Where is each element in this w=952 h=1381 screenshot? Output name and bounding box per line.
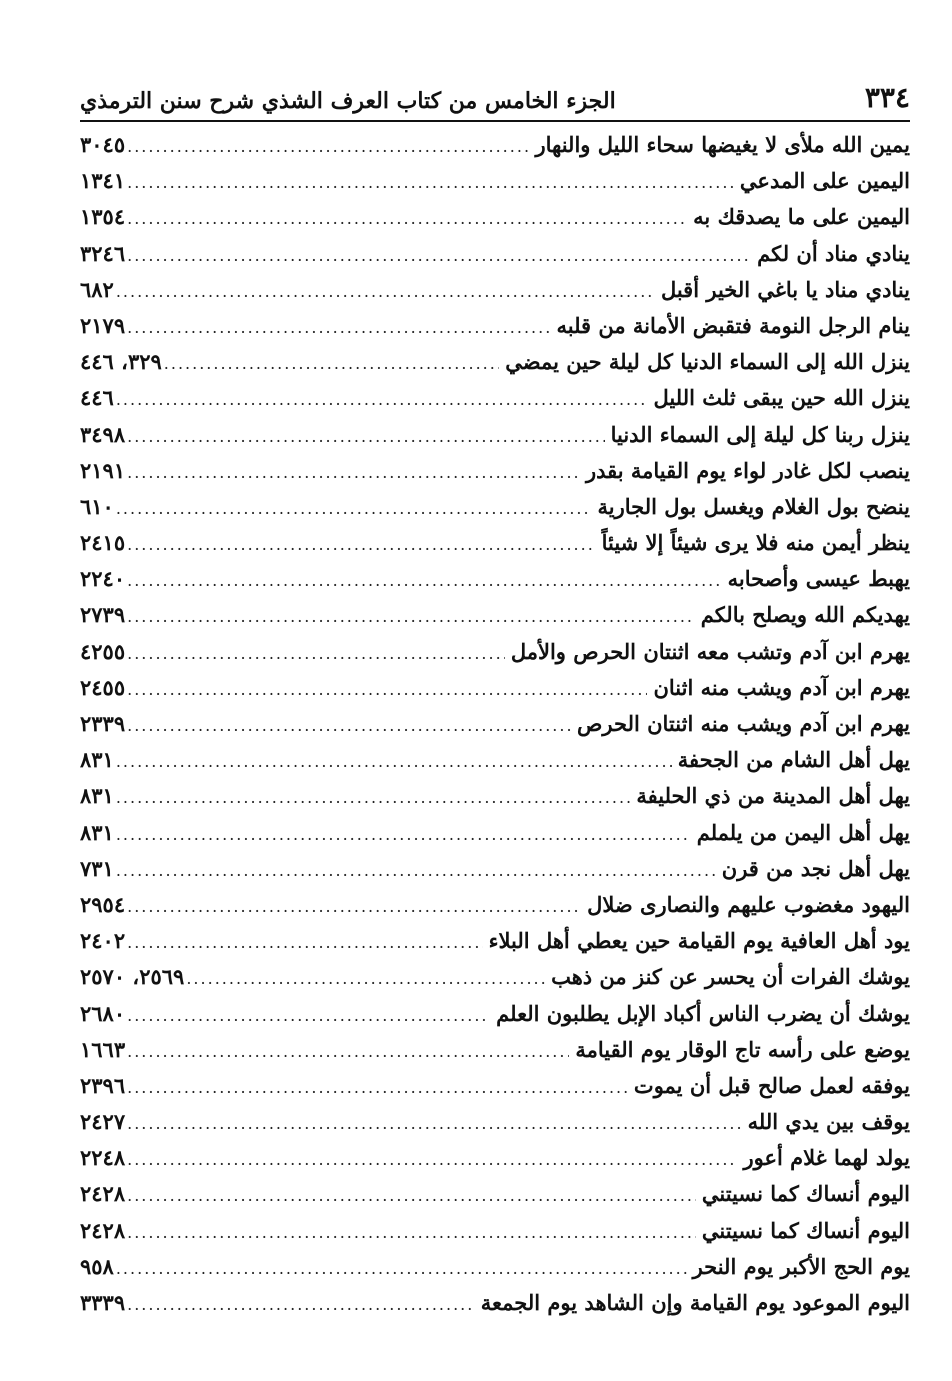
running-title: الجزء الخامس من كتاب العرف الشذي شرح سنن الترمذي <box>80 88 616 114</box>
index-page <box>80 70 910 1326</box>
entry-page-refs: ١٣٤١ <box>80 168 126 194</box>
index-entry <box>80 820 910 856</box>
entry-text: اليوم أنساك كما نسيتني <box>701 1181 910 1207</box>
entry-text: اليهود مغضوب عليهم والنصارى ضلال <box>587 891 910 917</box>
entry-text: اليمين على ما يصدقك به <box>693 204 910 230</box>
dot-leader <box>127 607 695 626</box>
entry-text: ينادي مناد يا باغي الخير أقبل <box>660 276 910 302</box>
entry-page-refs: ٢٤٢٧ <box>80 1109 126 1135</box>
index-entry <box>80 1073 910 1109</box>
index-entry <box>80 277 910 313</box>
dot-leader <box>186 969 545 988</box>
index-entry <box>80 1001 910 1037</box>
index-entry <box>80 964 910 1000</box>
entry-text: ينزل ربنا كل ليلة إلى السماء الدنيا <box>610 421 910 447</box>
index-entry <box>80 747 910 783</box>
index-entry <box>80 892 910 928</box>
entry-page-refs: ٢٤٠٢ <box>80 928 126 954</box>
entry-text: يوشك أن يضرب الناس أكباد الإبل يطلبون العلم <box>496 1000 910 1026</box>
index-entry <box>80 1037 910 1073</box>
entry-page-refs: ٢٢٤٠ <box>80 566 126 592</box>
entry-text: ينظر أيمن منه فلا يرى شيئاً إلا شيئاً <box>601 530 910 556</box>
index-entry <box>80 132 910 168</box>
entry-page-refs: ٣٤٩٨ <box>80 421 126 447</box>
entry-text: يهبط عيسى وأصحابه <box>727 566 910 592</box>
entry-page-refs: ٣٠٤٥ <box>80 132 126 157</box>
index-entry <box>80 422 910 458</box>
dot-leader <box>116 825 691 844</box>
dot-leader <box>116 282 655 301</box>
entry-text: يوقف بين يدي الله <box>747 1109 910 1135</box>
entry-text: اليوم الموعود يوم القيامة وإن الشاهد يوم الجمعة <box>480 1290 910 1315</box>
dot-leader <box>116 861 716 880</box>
entry-page-refs: ٦١٠ <box>80 493 114 519</box>
entry-page-refs: ٤٢٥٥ <box>80 638 126 664</box>
entry-page-refs: ٢٥٦٩، ٢٥٧٠ <box>80 964 185 990</box>
entry-text: ينزل الله إلى السماء الدنيا كل ليلة حين يمضي <box>505 349 910 375</box>
entry-text: ينزل الله حين يبقى ثلث الليل <box>653 385 910 411</box>
dot-leader <box>127 1042 569 1061</box>
dot-leader <box>127 209 687 228</box>
dot-leader <box>127 897 581 916</box>
page-number: ٣٣٤ <box>864 81 910 114</box>
entry-page-refs: ١٣٥٤ <box>80 204 126 230</box>
index-entry <box>80 783 910 819</box>
entry-text: يهرم ابن آدم ويشب منه اثنتان الحرص <box>577 711 910 736</box>
dot-leader <box>127 571 721 590</box>
entry-text: يوفقه لعمل صالح قبل أن يموت <box>633 1072 910 1098</box>
entry-text: يوشك الفرات أن يحسر عن كنز من ذهب <box>551 964 910 990</box>
dot-leader <box>127 1078 628 1097</box>
index-entry <box>80 1181 910 1217</box>
entry-text: يمين الله ملأى لا يغيضها سحاء الليل والنهار <box>535 132 910 157</box>
dot-leader <box>127 173 734 192</box>
entry-text: يهل أهل نجد من قرن <box>721 855 910 881</box>
dot-leader <box>127 1006 490 1025</box>
dot-leader <box>116 499 592 518</box>
dot-leader <box>127 1295 475 1314</box>
dot-leader <box>116 752 672 771</box>
index-entry <box>80 711 910 747</box>
entry-text: يوم الحج الأكبر يوم النحر <box>692 1253 910 1279</box>
index-entry <box>80 856 910 892</box>
hadith-index-list <box>80 132 910 1326</box>
entry-text: يولد لهما غلام أعور <box>743 1145 910 1171</box>
entry-text: اليوم أنساك كما نسيتني <box>701 1217 910 1243</box>
index-entry <box>80 639 910 675</box>
entry-page-refs: ٨٣١ <box>80 747 114 773</box>
entry-text: ينادي مناد أن لكم <box>757 240 910 266</box>
entry-text: ينضح بول الغلام ويغسل بول الجارية <box>597 493 910 519</box>
entry-text: يوضع على رأسه تاج الوقار يوم القيامة <box>575 1036 910 1062</box>
entry-page-refs: ٩٥٨ <box>80 1253 114 1279</box>
dot-leader <box>127 246 751 265</box>
index-entry <box>80 349 910 385</box>
entry-text: يهل أهل الشام من الجحفة <box>677 747 910 773</box>
entry-text: يهرم ابن آدم ويشب منه اثنان <box>653 674 910 700</box>
entry-text: يهرم ابن آدم وتشب معه اثنتان الحرص والأمل <box>510 638 910 664</box>
entry-page-refs: ٢٣٣٩ <box>80 711 126 736</box>
dot-leader <box>116 1259 687 1278</box>
index-entry <box>80 458 910 494</box>
entry-page-refs: ٣٢٤٦ <box>80 240 126 266</box>
dot-leader <box>127 318 550 337</box>
entry-page-refs: ٦٨٢ <box>80 276 114 302</box>
dot-leader <box>127 933 483 952</box>
dot-leader <box>127 535 595 554</box>
index-entry <box>80 1254 910 1290</box>
entry-text: يود أهل العافية يوم القيامة حين يعطي أهل البلاء <box>488 928 910 954</box>
index-entry <box>80 530 910 566</box>
entry-page-refs: ٣٣٣٩ <box>80 1290 126 1315</box>
dot-leader <box>127 1114 742 1133</box>
dot-leader <box>127 463 580 482</box>
dot-leader <box>127 1150 737 1169</box>
entry-page-refs: ٢٢٤٨ <box>80 1145 126 1171</box>
entry-text: اليمين على المدعي <box>739 168 910 194</box>
entry-text: ينصب لكل غادر لواء يوم القيامة بقدر <box>585 457 910 483</box>
index-entry <box>80 385 910 421</box>
dot-leader <box>127 1186 696 1205</box>
entry-text: ينام الرجل النومة فتقبض الأمانة من قلبه <box>556 312 910 338</box>
index-entry <box>80 675 910 711</box>
entry-text: يهل أهل المدينة من ذي الحليفة <box>636 783 910 809</box>
index-entry <box>80 313 910 349</box>
entry-page-refs: ٢١٩١ <box>80 457 126 483</box>
dot-leader <box>127 716 571 735</box>
entry-page-refs: ٢٤٥٥ <box>80 674 126 700</box>
entry-page-refs: ٢١٧٩ <box>80 312 126 338</box>
index-entry <box>80 1218 910 1254</box>
entry-page-refs: ٢٣٩٦ <box>80 1072 126 1098</box>
dot-leader <box>127 644 505 663</box>
entry-page-refs: ٢٦٨٠ <box>80 1000 126 1026</box>
entry-page-refs: ٢٩٥٤ <box>80 891 126 917</box>
dot-leader <box>116 788 631 807</box>
entry-page-refs: ٢٤١٥ <box>80 530 126 556</box>
entry-page-refs: ٧٣١ <box>80 855 114 881</box>
index-entry <box>80 494 910 530</box>
entry-page-refs: ٣٢٩، ٤٤٦ <box>80 349 162 375</box>
page-header <box>80 70 910 122</box>
entry-page-refs: ٨٣١ <box>80 819 114 845</box>
index-entry <box>80 204 910 240</box>
entry-page-refs: ٢٤٢٨ <box>80 1217 126 1243</box>
dot-leader <box>127 427 604 446</box>
index-entry <box>80 602 910 638</box>
entry-page-refs: ١٦٦٣ <box>80 1036 126 1062</box>
dot-leader <box>127 1223 696 1242</box>
index-entry <box>80 1145 910 1181</box>
entry-page-refs: ٤٤٦ <box>80 385 114 411</box>
entry-page-refs: ٨٣١ <box>80 783 114 809</box>
dot-leader <box>164 354 499 373</box>
dot-leader <box>116 390 648 409</box>
index-entry <box>80 1109 910 1145</box>
entry-text: يهديكم الله ويصلح بالكم <box>700 602 910 628</box>
index-entry <box>80 241 910 277</box>
entry-page-refs: ٢٤٢٨ <box>80 1181 126 1207</box>
entry-page-refs: ٢٧٣٩ <box>80 602 126 628</box>
index-entry <box>80 168 910 204</box>
index-entry <box>80 928 910 964</box>
dot-leader <box>127 680 647 699</box>
dot-leader <box>127 137 529 156</box>
index-entry <box>80 566 910 602</box>
entry-text: يهل أهل اليمن من يلملم <box>696 819 910 845</box>
index-entry <box>80 1290 910 1326</box>
